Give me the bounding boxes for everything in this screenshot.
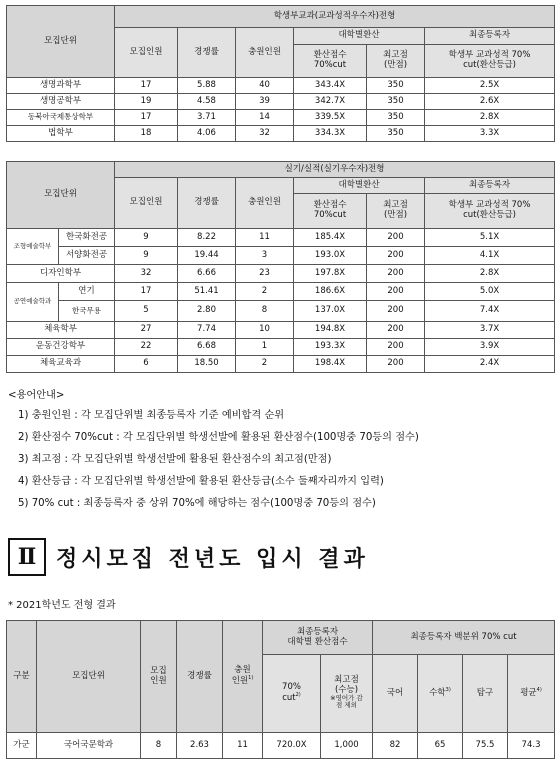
math-header: 수학$^{3)}$ (418, 655, 463, 733)
quota-cell: 8 (141, 733, 177, 759)
ratio-cell: 7.74 (178, 322, 236, 339)
average-cell: 74.3 (508, 733, 555, 759)
unit-cell: 디자인학부 (7, 265, 115, 283)
max-score-header: 최고점 (수능) ※영어가 감점 제외 (321, 655, 373, 733)
quota-cell: 5 (115, 301, 178, 322)
grade-cell: 2.5X (425, 78, 555, 94)
table-row (7, 339, 555, 356)
ratio-cell: 19.44 (178, 247, 236, 265)
quota-cell: 17 (115, 110, 178, 126)
quota-cell: 22 (115, 339, 178, 356)
quota-header: 모집인원 (115, 28, 178, 78)
score-cell: 334.3X (294, 126, 367, 142)
quota-cell: 9 (115, 229, 178, 247)
quota-cell: 32 (115, 265, 178, 283)
score-cell: 186.6X (294, 283, 367, 301)
max-cell: 350 (367, 78, 425, 94)
table-row (7, 78, 555, 94)
max-cell: 350 (367, 94, 425, 110)
unit-header: 모집단위 (7, 6, 115, 78)
glossary (8, 387, 553, 515)
unit-cell: 한국화전공 (59, 229, 115, 247)
unit-cell: 체육교육과 (7, 356, 115, 373)
fill-cell: 11 (223, 733, 263, 759)
ratio-cell: 6.68 (178, 339, 236, 356)
korean-cell: 82 (373, 733, 418, 759)
unit-header: 모집단위 (7, 162, 115, 229)
susi-academic-table (6, 5, 555, 142)
score-cut-header: 환산점수 70%cut (294, 194, 367, 229)
table-row (7, 247, 555, 265)
quota-cell: 6 (115, 356, 178, 373)
grade-cell: 4.1X (425, 247, 555, 265)
quota-cell: 17 (115, 78, 178, 94)
grade-cell: 5.1X (425, 229, 555, 247)
susi-practical-table (6, 161, 555, 373)
unit-cell: 체육학부 (7, 322, 115, 339)
unit-cell: 서양화전공 (59, 247, 115, 265)
grade-cut-header: 학생부 교과성적 70% cut(환산등급) (425, 194, 555, 229)
cut-cell: 720.0X (263, 733, 321, 759)
table-row (7, 94, 555, 110)
quota-header: 모집 인원 (141, 621, 177, 733)
unit-header: 모집단위 (37, 621, 141, 733)
conversion-header: 대학별환산 (294, 178, 425, 194)
score-cell: 185.4X (294, 229, 367, 247)
max-cell: 350 (367, 110, 425, 126)
percentile-header: 최종등록자 백분위 70% cut (373, 621, 555, 655)
unit-cell: 생명과학부 (7, 78, 115, 94)
unit-cell: 동북아국제통상학부 (7, 110, 115, 126)
fill-header: 충원인원 (236, 178, 294, 229)
grade-cell: 5.0X (425, 283, 555, 301)
fill-cell: 3 (236, 247, 294, 265)
unit-cell: 생명공학부 (7, 94, 115, 110)
score-cell: 197.8X (294, 265, 367, 283)
fill-cell: 2 (236, 356, 294, 373)
glossary-item: 2) 환산점수 70%cut : 각 모집단위별 학생선발에 활용된 환산점수(100명중 70등의 점수) (18, 432, 419, 443)
grade-cell: 3.7X (425, 322, 555, 339)
grade-cell: 2.8X (425, 110, 555, 126)
ratio-cell: 5.88 (178, 78, 236, 94)
cut-header: 70% cut$^{2)}$ (263, 655, 321, 733)
quota-cell: 27 (115, 322, 178, 339)
fill-cell: 2 (236, 283, 294, 301)
section-number: Ⅱ (8, 538, 46, 576)
admission-type-header: 학생부교과(교과성적우수자)전형 (115, 6, 555, 28)
glossary-item: 5) 70% cut : 최종등록자 중 상위 70%에 해당하는 점수(100명중 70등의 점수) (18, 498, 376, 509)
quota-cell: 18 (115, 126, 178, 142)
grade-cell: 2.6X (425, 94, 555, 110)
ratio-header: 경쟁률 (177, 621, 223, 733)
score-cell: 343.4X (294, 78, 367, 94)
quota-cell: 9 (115, 247, 178, 265)
table-row (7, 356, 555, 373)
fill-cell: 10 (236, 322, 294, 339)
score-cell: 194.8X (294, 322, 367, 339)
final-header: 최종등록자 (425, 178, 555, 194)
max-cell: 200 (367, 265, 425, 283)
ratio-cell: 8.22 (178, 229, 236, 247)
grade-cell: 2.8X (425, 265, 555, 283)
score-cell: 137.0X (294, 301, 367, 322)
max-cell: 200 (367, 356, 425, 373)
unit-cell: 법학부 (7, 126, 115, 142)
score-cell: 193.0X (294, 247, 367, 265)
max-cell: 200 (367, 283, 425, 301)
ratio-header: 경쟁률 (178, 178, 236, 229)
division-header: 구분 (7, 621, 37, 733)
glossary-item: 3) 최고점 : 각 모집단위별 학생선발에 활용된 환산점수의 최고점(만점) (18, 454, 332, 465)
unit-cell: 운동건강학부 (7, 339, 115, 356)
conversion-header: 대학별환산 (294, 28, 425, 45)
ratio-cell: 51.41 (178, 283, 236, 301)
max-score-header: 최고점 (만점) (367, 194, 425, 229)
group-cell-art: 조형예술학부 (7, 229, 59, 265)
glossary-item: 1) 충원인원 : 각 모집단위별 최종등록자 기준 예비합격 순위 (18, 410, 285, 421)
table-row (7, 301, 555, 322)
max-cell: 200 (367, 247, 425, 265)
max-cell: 200 (367, 322, 425, 339)
ratio-header: 경쟁률 (178, 28, 236, 78)
fill-cell: 8 (236, 301, 294, 322)
ratio-cell: 2.80 (178, 301, 236, 322)
score-cell: 198.4X (294, 356, 367, 373)
section-title: 정시모집 전년도 입시 결과 (56, 546, 369, 572)
jeongsi-results-table (6, 620, 555, 759)
grade-cell: 7.4X (425, 301, 555, 322)
conversion-header: 최종등록자 대학별 환산점수 (263, 621, 373, 655)
average-header: 평균$^{4)}$ (508, 655, 555, 733)
admission-type-header: 실기/실적(실기우수자)전형 (115, 162, 555, 178)
table-row (7, 110, 555, 126)
fill-cell: 32 (236, 126, 294, 142)
fill-cell: 23 (236, 265, 294, 283)
score-cell: 193.3X (294, 339, 367, 356)
glossary-item: 4) 환산등급 : 각 모집단위별 학생선발에 활용된 환산등급(소수 둘째자리까지 입력) (18, 476, 384, 487)
quota-header: 모집인원 (115, 178, 178, 229)
ratio-cell: 4.58 (178, 94, 236, 110)
unit-cell: 국어국문학과 (37, 733, 141, 759)
inquiry-header: 탐구 (463, 655, 508, 733)
fill-cell: 39 (236, 94, 294, 110)
grade-cut-header: 학생부 교과성적 70% cut(환산등급) (425, 45, 555, 78)
grade-cell: 2.4X (425, 356, 555, 373)
max-cell: 200 (367, 301, 425, 322)
subtitle: * 2021학년도 전형 결과 (8, 600, 116, 611)
grade-cell: 3.9X (425, 339, 555, 356)
korean-header: 국어 (373, 655, 418, 733)
ratio-cell: 6.66 (178, 265, 236, 283)
fill-cell: 40 (236, 78, 294, 94)
fill-header: 충원 인원$^{1)}$ (223, 621, 263, 733)
fill-header: 충원인원 (236, 28, 294, 78)
table-row (7, 126, 555, 142)
glossary-title: <용어안내> (8, 390, 65, 401)
final-header: 최종등록자 (425, 28, 555, 45)
score-cell: 339.5X (294, 110, 367, 126)
max-cell: 1,000 (321, 733, 373, 759)
ratio-cell: 2.63 (177, 733, 223, 759)
unit-cell: 연기 (59, 283, 115, 301)
table-row (7, 229, 555, 247)
fill-cell: 14 (236, 110, 294, 126)
unit-cell: 한국무용 (59, 301, 115, 322)
group-cell-perf: 공연예술학과 (7, 283, 59, 322)
ratio-cell: 18.50 (178, 356, 236, 373)
table-row (7, 733, 555, 759)
fill-cell: 11 (236, 229, 294, 247)
grade-cell: 3.3X (425, 126, 555, 142)
fill-cell: 1 (236, 339, 294, 356)
max-cell: 200 (367, 339, 425, 356)
max-cell: 350 (367, 126, 425, 142)
ratio-cell: 3.71 (178, 110, 236, 126)
inquiry-cell: 75.5 (463, 733, 508, 759)
math-cell: 65 (418, 733, 463, 759)
max-score-header: 최고점 (만점) (367, 45, 425, 78)
table-row (7, 265, 555, 283)
score-cut-header: 환산점수 70%cut (294, 45, 367, 78)
table-row (7, 283, 555, 301)
quota-cell: 17 (115, 283, 178, 301)
section-heading (8, 535, 369, 579)
score-cell: 342.7X (294, 94, 367, 110)
quota-cell: 19 (115, 94, 178, 110)
division-cell: 가군 (7, 733, 37, 759)
ratio-cell: 4.06 (178, 126, 236, 142)
max-cell: 200 (367, 229, 425, 247)
table-row (7, 322, 555, 339)
